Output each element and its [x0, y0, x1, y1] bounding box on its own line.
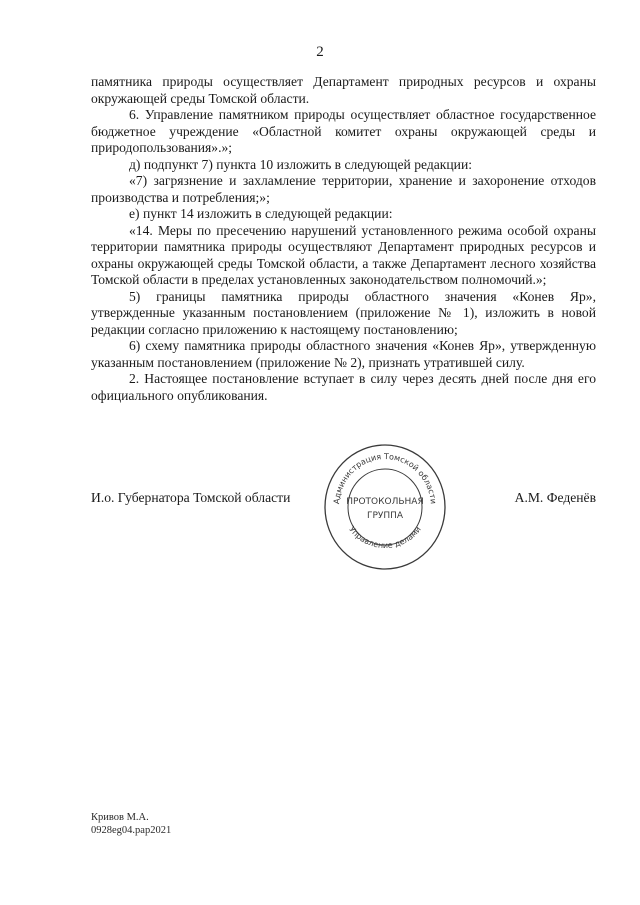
paragraph-4: «7) загрязнение и захламление территории, хранение и захоронение отходов производства и потребления;»;	[91, 173, 596, 205]
paragraph-8: 6) схему памятника природы областного значения «Конев Яр», утвержденную указанным постановлением (приложение № 2), признать утратившей силу.	[91, 338, 596, 370]
paragraph-3: д) подпункт 7) пункта 10 изложить в следующей редакции:	[129, 156, 473, 172]
paragraph-1: памятника природы осуществляет Департамент природных ресурсов и охраны окружающей среды Томской области.	[91, 74, 596, 106]
paragraph-5: е) пункт 14 изложить в следующей редакции:	[129, 206, 393, 221]
footer-file-code: 0928eg04.pap2021	[91, 825, 172, 836]
signatory-position: И.о. Губернатора Томской области	[91, 490, 291, 505]
signatory-name: А.М. Феденёв	[514, 490, 596, 505]
svg-text:Управление делами	[347, 525, 423, 550]
stamp-line-1: ПРОТОКОЛЬНАЯ	[346, 497, 424, 507]
official-stamp	[322, 442, 448, 572]
paragraph-7: 5) границы памятника природы областного значения «Конев Яр», утвержденные указанным постановлением (приложение № 1), изложить в новой редакции согласно приложению к настоящему постановлению;	[91, 288, 596, 337]
stamp-outer-text: Администрация Томской области	[332, 451, 438, 505]
footer-author: Кривов М.А.	[91, 812, 149, 823]
paragraph-9: 2. Настоящее постановление вступает в силу через десять дней после дня его официального опубликования.	[91, 371, 596, 403]
stamp-bottom-text: Управление делами	[347, 524, 423, 551]
paragraph-6: «14. Меры по пресечению нарушений установленного режима особой охраны территории памятника природы осуществляют Департамент природных ресурсов и охраны окружающей среды Томской области, а также Департамент лесного хозяйства Томской области в пределах установленных законодательством полномочий.»;	[91, 222, 596, 287]
document-body	[91, 74, 596, 404]
page-number: 2	[316, 44, 324, 60]
stamp-outer-ring	[325, 445, 445, 569]
paragraph-2: 6. Управление памятником природы осуществляет областное государственное бюджетное учреждение «Областной комитет охраны окружающей среды и природопользования».»;	[91, 107, 596, 155]
document-footer	[91, 811, 171, 837]
stamp-line-2: ГРУППА	[366, 511, 404, 521]
